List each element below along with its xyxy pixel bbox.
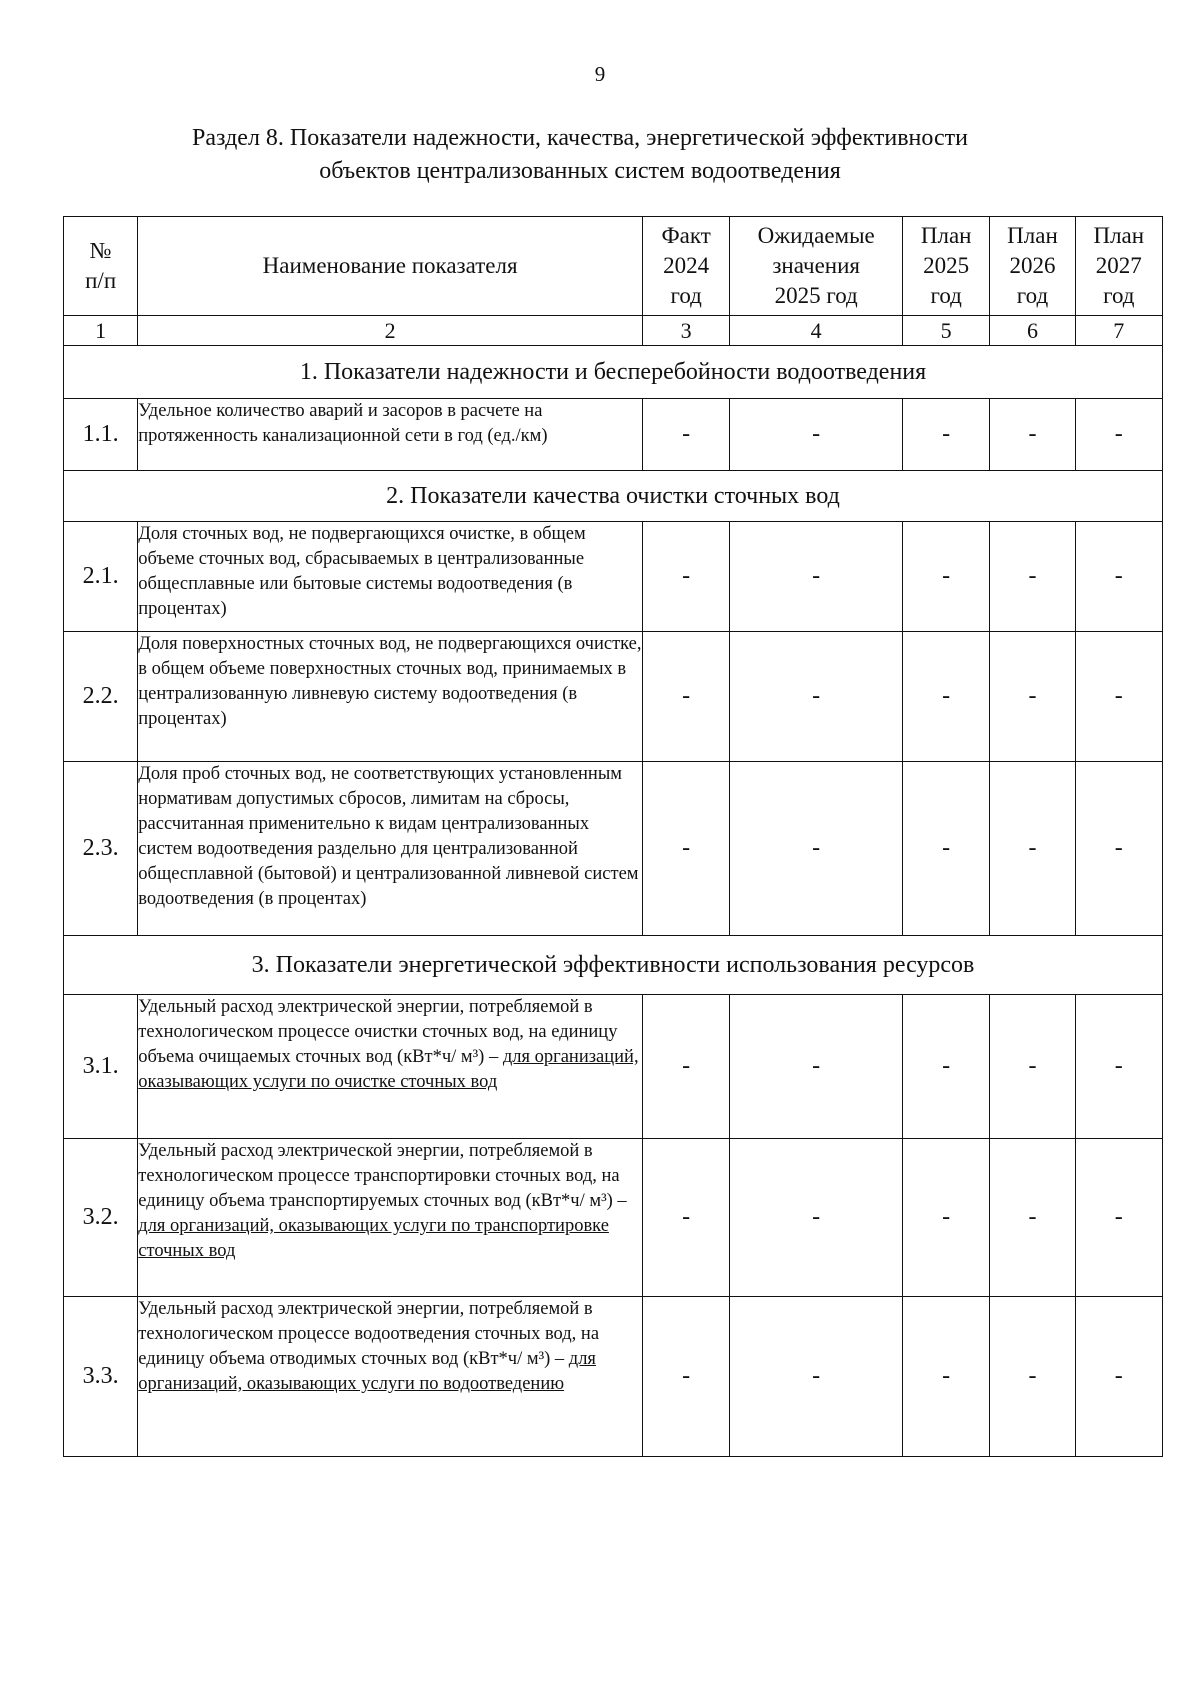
section-title-cell: 1. Показатели надежности и бесперебойности водоотведения	[64, 346, 1163, 399]
header-line: План	[920, 223, 972, 248]
section-title-cell: 3. Показатели энергетической эффективности использования ресурсов	[64, 936, 1163, 995]
table-row	[64, 522, 1163, 632]
value-cell: -	[990, 632, 1075, 762]
header-line: 2025	[923, 253, 970, 278]
value-cell: -	[902, 995, 989, 1139]
value-cell: -	[730, 1139, 903, 1297]
header-line: План	[1007, 223, 1058, 248]
value-cell: -	[902, 1297, 989, 1457]
value-cell: -	[1075, 995, 1162, 1139]
value-cell: -	[642, 995, 729, 1139]
table-row	[64, 399, 1163, 471]
value-cell: -	[642, 522, 729, 632]
header-line: значения	[772, 253, 860, 278]
value-cell: -	[990, 399, 1075, 471]
value-cell: -	[990, 1297, 1075, 1457]
table-row	[64, 1139, 1163, 1297]
value-cell: -	[990, 522, 1075, 632]
table-row	[64, 632, 1163, 762]
indicator-name-text: Удельный расход электрической энергии, потребляемой в технологическом процессе очистки сточных вод, на единицу объема очищаемых сточных вод (кВт*ч/ м³) –	[138, 997, 618, 1067]
section-title-line2: объектов централизованных систем водоотведения	[319, 158, 841, 184]
column-numbers-row	[64, 316, 1163, 346]
value-cell: -	[1075, 1297, 1162, 1457]
header-line: год	[1016, 283, 1049, 308]
indicator-name-text: Доля проб сточных вод, не соответствующих установленным нормативам допустимых сбросов, лимитам на сбросы, рассчитанная применительно к видам централизованных систем водоотведения раздельно для централизованной общесплавной (бытовой) и централизованной ливневой систем водоотведения (в процентах)	[138, 764, 639, 909]
value-cell: -	[902, 1139, 989, 1297]
row-number: 3.1.	[64, 995, 138, 1139]
value-cell: -	[730, 995, 903, 1139]
value-cell: -	[730, 399, 903, 471]
column-number: 5	[902, 316, 989, 346]
header-line: 2025 год	[774, 283, 858, 308]
header-line: 2026	[1009, 253, 1056, 278]
row-number: 2.3.	[64, 762, 138, 936]
row-number: 3.3.	[64, 1297, 138, 1457]
header-row	[64, 217, 1163, 316]
header-plan-2025	[902, 217, 989, 316]
value-cell: -	[990, 762, 1075, 936]
column-number: 2	[138, 316, 643, 346]
table-body	[64, 217, 1163, 1457]
value-cell: -	[642, 1297, 729, 1457]
value-cell: -	[642, 632, 729, 762]
value-cell: -	[902, 522, 989, 632]
header-line: 2027	[1095, 253, 1142, 278]
section-title-line1: Раздел 8. Показатели надежности, качества, энергетической эффективности	[192, 125, 968, 151]
page-number: 9	[594, 62, 606, 86]
value-cell: -	[730, 632, 903, 762]
value-cell: -	[642, 1139, 729, 1297]
value-cell: -	[1075, 632, 1162, 762]
value-cell: -	[1075, 762, 1162, 936]
indicator-name	[138, 1139, 643, 1297]
section-title-cell: 2. Показатели качества очистки сточных вод	[64, 471, 1163, 522]
header-line: 2024	[663, 253, 710, 278]
indicator-name	[138, 632, 643, 762]
row-number: 2.1.	[64, 522, 138, 632]
header-line: Ожидаемые	[757, 223, 875, 248]
value-cell: -	[902, 762, 989, 936]
value-cell: -	[990, 1139, 1075, 1297]
header-line: год	[1103, 283, 1135, 308]
indicator-name-text: Доля поверхностных сточных вод, не подвергающихся очистке, в общем объеме поверхностных сточных вод, принимаемых в централизованную ливневую систему водоотведения (в процентах)	[138, 634, 642, 729]
value-cell: -	[730, 522, 903, 632]
header-plan-2027	[1075, 217, 1162, 316]
value-cell: -	[1075, 1139, 1162, 1297]
header-num-line: №	[89, 238, 112, 263]
indicator-name-text: Удельный расход электрической энергии, потребляемой в технологическом процессе транспортировки сточных вод, на единицу объема транспортируемых сточных вод (кВт*ч/ м³) –	[138, 1141, 627, 1211]
indicator-name-underlined: для организаций, оказывающих услуги по очистке сточных вод	[138, 1047, 639, 1092]
indicator-name	[138, 762, 643, 936]
indicator-name	[138, 995, 643, 1139]
indicator-name-underlined: для организаций, оказывающих услуги по водоотведению	[138, 1349, 596, 1394]
row-number: 1.1.	[64, 399, 138, 471]
value-cell: -	[902, 399, 989, 471]
indicator-name-text: Удельное количество аварий и засоров в расчете на протяженность канализационной сети в год (ед./км)	[138, 401, 548, 446]
table-row	[64, 762, 1163, 936]
indicator-name	[138, 1297, 643, 1457]
value-cell: -	[642, 762, 729, 936]
value-cell: -	[990, 995, 1075, 1139]
indicator-name	[138, 522, 643, 632]
value-cell: -	[730, 762, 903, 936]
header-line: Факт	[661, 223, 711, 248]
column-number: 6	[990, 316, 1075, 346]
value-cell: -	[1075, 522, 1162, 632]
indicators-table	[63, 216, 1163, 1457]
header-fact	[642, 217, 729, 316]
column-number: 3	[642, 316, 729, 346]
table-row	[64, 1297, 1163, 1457]
section-row	[64, 936, 1163, 995]
header-line: год	[670, 283, 702, 308]
column-number: 4	[730, 316, 903, 346]
section-title	[80, 122, 1080, 188]
section-row	[64, 471, 1163, 522]
column-number: 1	[64, 316, 138, 346]
indicator-name-underlined: для организаций, оказывающих услуги по транспортировке сточных вод	[138, 1216, 609, 1261]
value-cell: -	[1075, 399, 1162, 471]
header-expected	[730, 217, 903, 316]
indicator-name	[138, 399, 643, 471]
header-name: Наименование показателя	[138, 217, 643, 316]
header-line: План	[1093, 223, 1145, 248]
header-num	[64, 217, 138, 316]
table-row	[64, 995, 1163, 1139]
header-num-line: п/п	[85, 268, 117, 293]
value-cell: -	[902, 632, 989, 762]
header-plan-2026	[990, 217, 1075, 316]
value-cell: -	[730, 1297, 903, 1457]
indicator-name-text: Удельный расход электрической энергии, потребляемой в технологическом процессе водоотведения сточных вод, на единицу объема отводимых сточных вод (кВт*ч/ м³) –	[138, 1299, 600, 1369]
column-number: 7	[1075, 316, 1162, 346]
row-number: 3.2.	[64, 1139, 138, 1297]
section-row	[64, 346, 1163, 399]
header-line: год	[930, 283, 962, 308]
indicator-name-text: Доля сточных вод, не подвергающихся очистке, в общем объеме сточных вод, сбрасываемых в централизованные общесплавные или бытовые системы водоотведения (в процентах)	[138, 524, 586, 619]
row-number: 2.2.	[64, 632, 138, 762]
value-cell: -	[642, 399, 729, 471]
